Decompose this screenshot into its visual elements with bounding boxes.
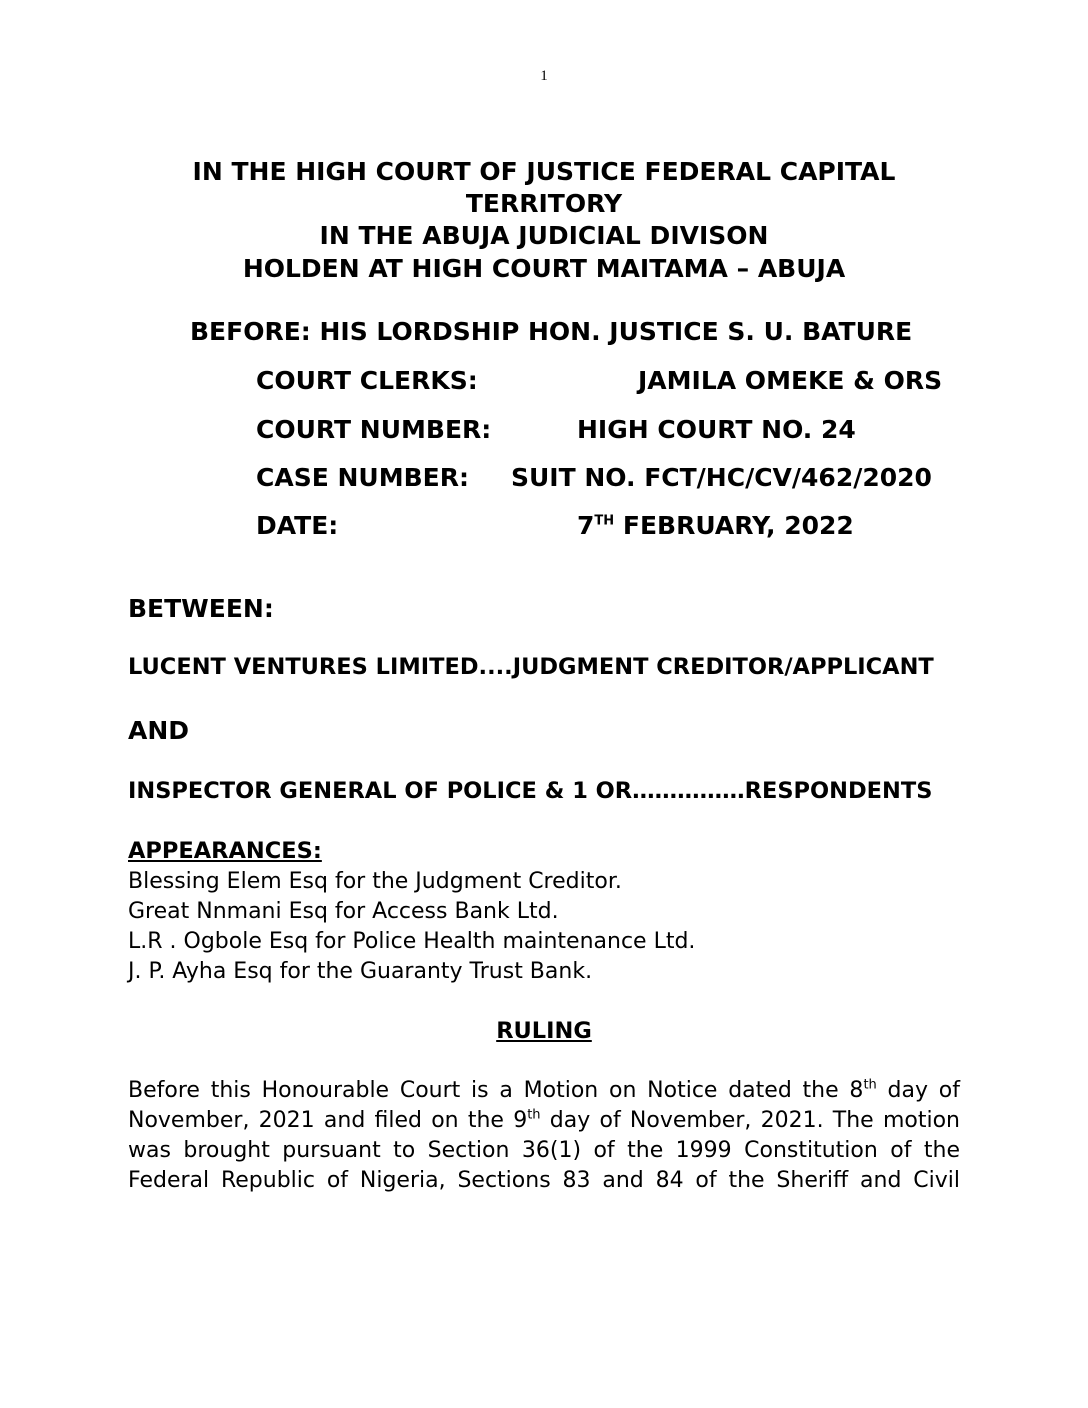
- ruling-line-2: November, 2021 and filed on the 9th day of November, 2021. The motion: [128, 1107, 960, 1133]
- appearance-item: J. P. Ayha Esq for the Guaranty Trust Bank.: [128, 959, 593, 984]
- court-clerks-label: COURT CLERKS:: [256, 366, 478, 395]
- ruling-paragraph: [128, 1076, 960, 1196]
- ruling-heading: RULING: [496, 1018, 592, 1044]
- ruling-line-4: Federal Republic of Nigeria, Sections 83 and 84 of the Sheriff and Civil: [128, 1168, 960, 1193]
- court-number-value: HIGH COURT NO. 24: [577, 415, 856, 444]
- ruling-line-1: Before this Honourable Court is a Motion on Notice dated the 8th day of: [128, 1077, 960, 1103]
- before-justice: BEFORE: HIS LORDSHIP HON. JUSTICE S. U. BATURE: [190, 317, 913, 346]
- court-clerks-value: JAMILA OMEKE & ORS: [638, 366, 943, 395]
- date-label: DATE:: [256, 511, 339, 540]
- and-separator: AND: [128, 716, 190, 745]
- appearances-heading: APPEARANCES:: [128, 838, 322, 864]
- ruling-line-3: was brought pursuant to Section 36(1) of the 1999 Constitution of the: [128, 1138, 960, 1163]
- court-heading-line-3: IN THE ABUJA JUDICIAL DIVISON: [319, 221, 769, 250]
- case-number-label: CASE NUMBER:: [256, 463, 469, 492]
- appearance-item: L.R . Ogbole Esq for Police Health maintenance Ltd.: [128, 929, 696, 954]
- date-value: 7TH FEBRUARY, 2022: [577, 511, 854, 540]
- party-respondents: INSPECTOR GENERAL OF POLICE & 1 OR……………RESPONDENTS: [128, 778, 933, 804]
- court-heading-line-1: IN THE HIGH COURT OF JUSTICE FEDERAL CAPITAL: [192, 157, 896, 186]
- page-number: 1: [540, 68, 548, 84]
- court-number-label: COURT NUMBER:: [256, 415, 492, 444]
- court-heading-line-4: HOLDEN AT HIGH COURT MAITAMA – ABUJA: [242, 254, 846, 283]
- appearance-item: Blessing Elem Esq for the Judgment Creditor.: [128, 869, 622, 894]
- party-applicant: LUCENT VENTURES LIMITED....JUDGMENT CREDITOR/APPLICANT: [128, 654, 934, 680]
- court-heading-line-2: TERRITORY: [465, 189, 623, 218]
- between-heading: BETWEEN:: [128, 594, 274, 623]
- case-number-value: SUIT NO. FCT/HC/CV/462/2020: [511, 463, 932, 492]
- appearance-item: Great Nnmani Esq for Access Bank Ltd.: [128, 899, 559, 924]
